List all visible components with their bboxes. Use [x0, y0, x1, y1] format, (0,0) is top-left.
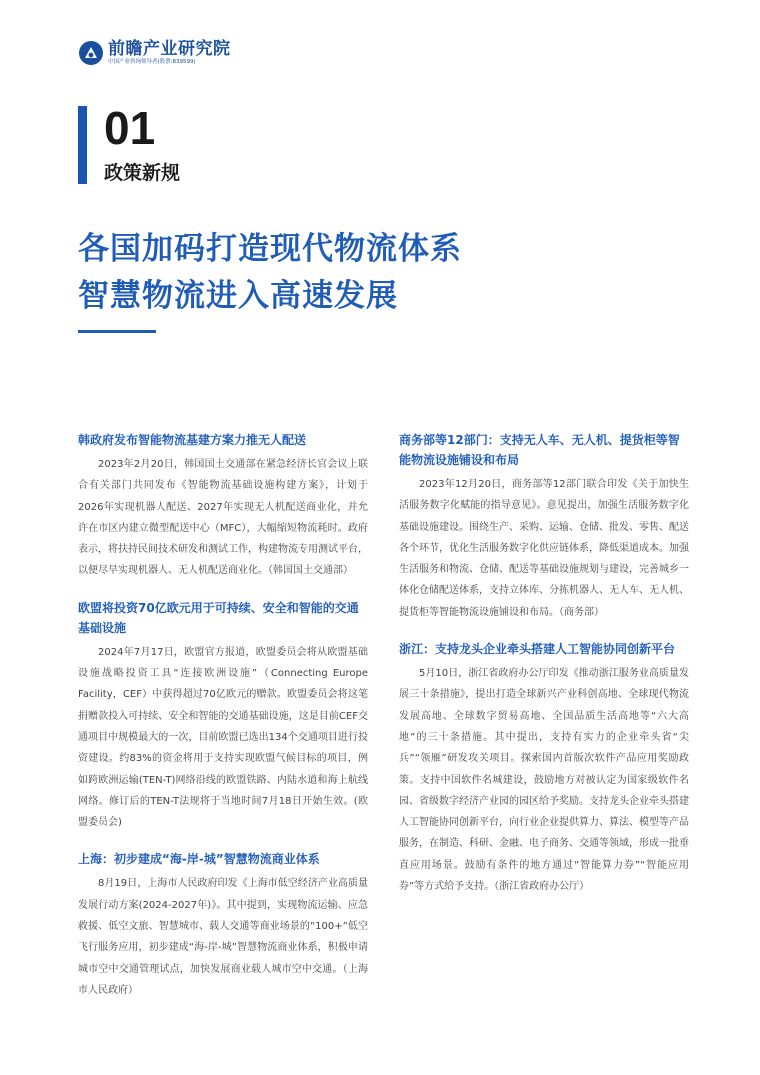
logo-icon — [78, 40, 104, 66]
article — [399, 430, 689, 623]
article — [399, 639, 689, 897]
page-title-line-1: 各国加码打造现代物流体系 — [78, 231, 462, 267]
article-body: 2023年12月20日，商务部等12部门联合印发《关于加快生活服务数字化赋能的指导意见》。意见提出，加强生活服务数字化基础设施建设。围绕生产、采购、运输、仓储、批发、零售、配送各个环节，优化生活服务数字化供应链体系，降低渠道成本。加强生活服务和物流、仓储、配送等基础设施规划与建设，完善城乡一体化仓储配送体系，支持立体库、分拣机器人、无人车、无人机、提货柜等智能物流设施铺设和布局。（商务部） — [399, 479, 689, 618]
section-number: 01 — [104, 102, 156, 154]
article-body: 8月19日，上海市人民政府印发《上海市低空经济产业高质量发展行动方案(2024-2027年)》。其中提到，实现物流运输、应急救援、低空文旅、智慧城市、载人交通等商业场景的“100+”低空飞行服务应用，初步建成“海-岸-城”智慧物流商业体系，积极申请城市空中交通管理试点，加快发展商业载人城市空中交通。（上海市人民政府） — [78, 878, 368, 996]
page-title — [78, 226, 462, 320]
section-accent-bar — [78, 106, 87, 184]
right-column — [399, 430, 689, 913]
section-title: 政策新规 — [104, 162, 181, 184]
article-body: 5月10日，浙江省政府办公厅印发《推动浙江服务业高质量发展三十条措施》，提出打造全球新兴产业科创高地、全球现代物流发展高地、全球数字贸易高地、全国品质生活高地等“六大高地”的三十条措施。其中提出，支持有实力的企业牵头省“尖兵”“领雁”研发攻关项目。探索国内首版次软件产品应用奖励政策。支持中国软件名城建设，鼓励地方对被认定为国家级软件名园、省级数字经济产业园的园区给予奖励。支持龙头企业牵头搭建人工智能协同创新平台，向行业企业提供算力、算法、模型等产品服务，在制造、科研、金融、电子商务、交通等领域，形成一批垂直应用场景。鼓励有条件的地方通过“智能算力券”“智能应用券”等方式给予支持。（浙江省政府办公厅） — [399, 668, 689, 893]
article-title: 上海：初步建成“海-岸-城”智慧物流商业体系 — [78, 852, 320, 867]
logo-tagline: 中国产业咨询领导者(股票:839599) — [108, 59, 196, 65]
logo-name: 前瞻产业研究院 — [108, 39, 231, 59]
article — [78, 849, 368, 1001]
page-title-line-2: 智慧物流进入高速发展 — [78, 278, 398, 314]
article-body: 2024年7月17日，欧盟官方报道，欧盟委员会将从欧盟基础设施战略投资工具“连接欧洲设施”（Connecting Europe Facility，CEF）中获得超过70亿欧元的赠款。欧盟委员会将这笔捐赠款投入可持续、安全和智能的交通基础设施，这是目前CEF交通项目中规模最大的一次，目前欧盟已选出134个交通项目进行投资建设。约83%的资金将用于支持实现欧盟气候目标的项目，例如跨欧洲运输(TEN-T)网络沿线的欧盟铁路、内陆水道和海上航线网络。修订后的TEN-T法规将于当地时间7月18日开始生效。(欧盟委员会) — [78, 646, 368, 829]
article-title: 欧盟将投资70亿欧元用于可持续、安全和智能的交通基础设施 — [78, 600, 359, 635]
article-title: 浙江：支持龙头企业牵头搭建人工智能协同创新平台 — [399, 642, 676, 657]
article — [78, 430, 368, 582]
article-body: 2023年2月20日，韩国国土交通部在紧急经济长官会议上联合有关部门共同发布《智能物流基础设施构建方案》，计划于2026年实现机器人配送、2027年实现无人机配送商业化，并允许在市区内建立微型配送中心（MFC），大幅缩短物流耗时。政府表示，将扶持民间技术研发和测试工作，构建物流专用测试平台，以便尽早实现机器人、无人机配送商业化。（韩国国土交通部） — [78, 459, 368, 577]
article-title: 韩政府发布智能物流基建方案力推无人配送 — [78, 433, 307, 447]
article-title: 商务部等12部门：支持无人车、无人机、提货柜等智能物流设施铺设和布局 — [399, 433, 680, 467]
brand-logo — [78, 40, 231, 66]
title-divider — [78, 330, 156, 333]
article — [78, 598, 368, 834]
left-column — [78, 430, 368, 1017]
